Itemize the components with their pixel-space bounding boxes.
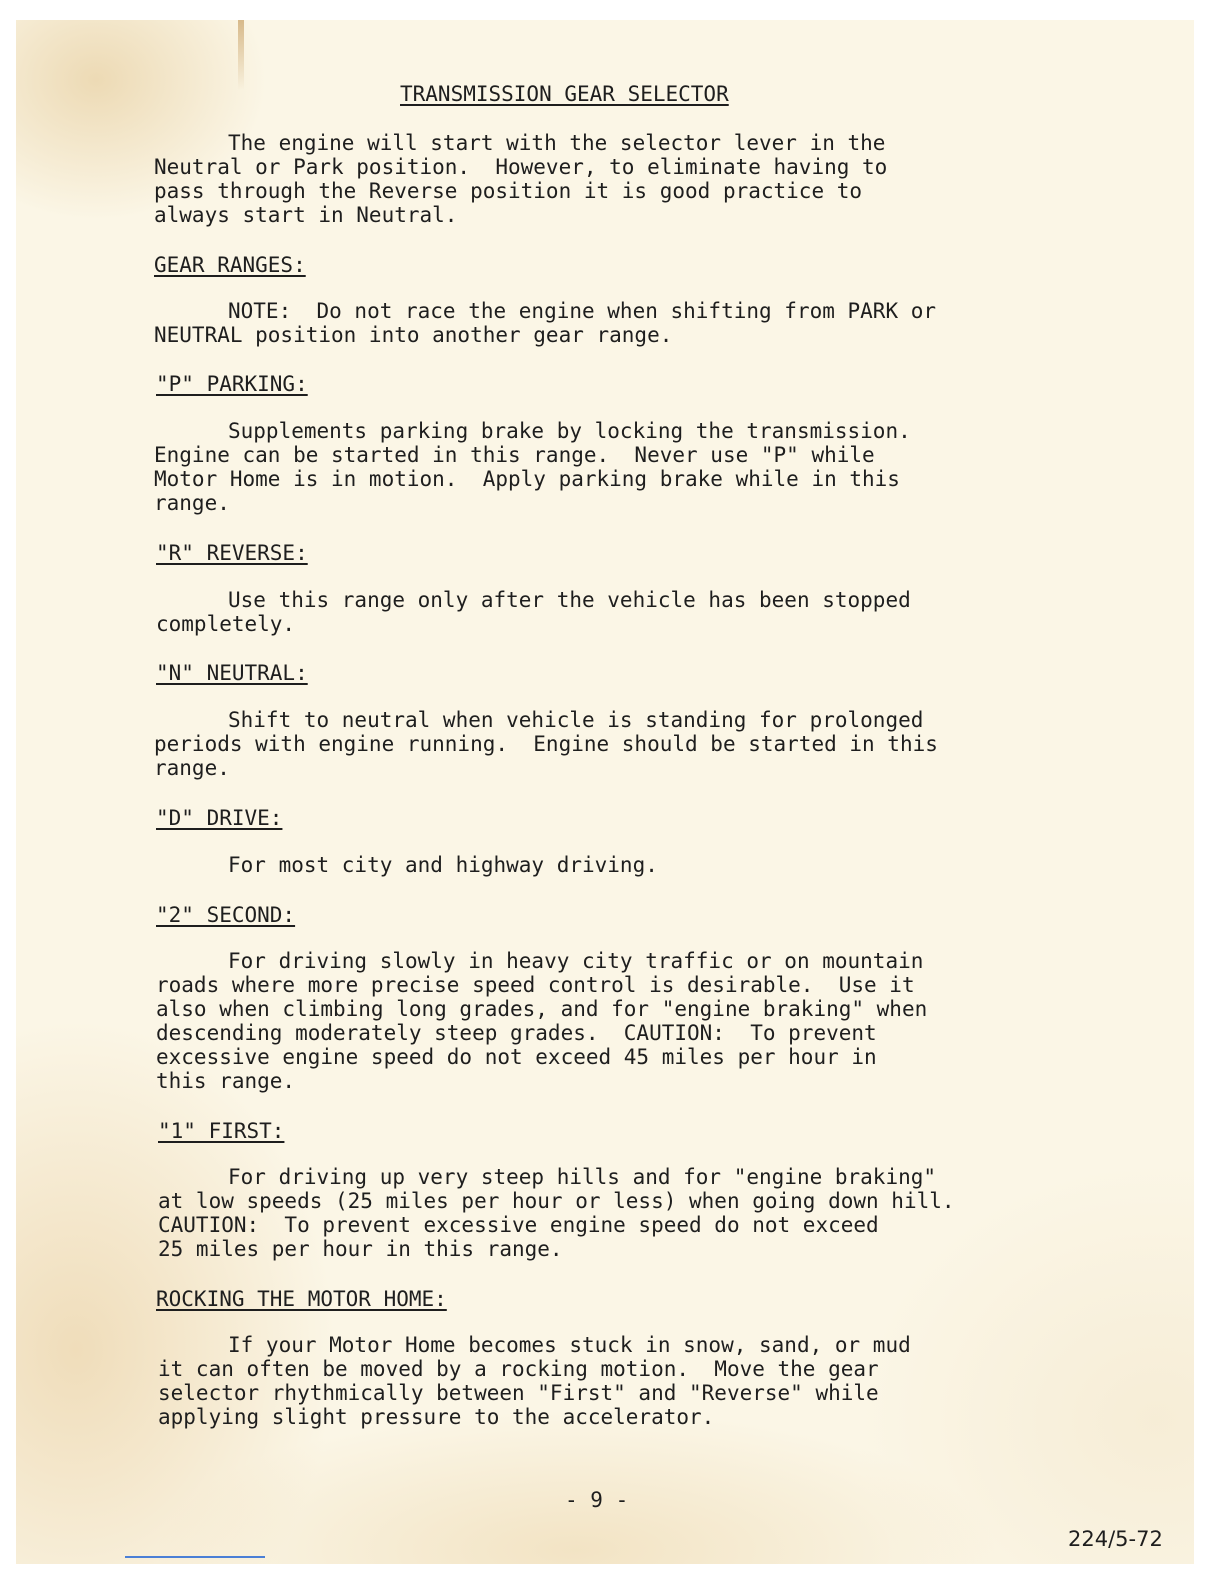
drive-heading: "D" DRIVE:	[156, 806, 283, 830]
intro-line: always start in Neutral.	[154, 203, 458, 227]
reverse-heading: "R" REVERSE:	[156, 541, 308, 565]
second-line: excessive engine speed do not exceed 45 miles per hour in	[156, 1045, 877, 1069]
parking-heading: "P" PARKING:	[156, 372, 308, 396]
second-heading: "2" SECOND:	[156, 903, 296, 927]
parking-line: range.	[154, 491, 230, 515]
drive-line: For most city and highway driving.	[228, 853, 658, 877]
first-line: CAUTION: To prevent excessive engine speed do not exceed	[158, 1213, 879, 1237]
rocking-line: it can often be moved by a rocking motion. Move the gear	[158, 1357, 879, 1381]
intro-line: pass through the Reverse position it is good practice to	[154, 179, 863, 203]
rocking-line: selector rhythmically between "First" and "Reverse" while	[158, 1381, 879, 1405]
second-line: For driving slowly in heavy city traffic or on mountain	[228, 949, 924, 973]
parking-line: Motor Home is in motion. Apply parking brake while in this	[154, 467, 900, 491]
document-code: 224/5-72	[1068, 1527, 1163, 1551]
note-line: NOTE: Do not race the engine when shifting from PARK or	[228, 299, 937, 323]
reverse-line: Use this range only after the vehicle has been stopped	[228, 588, 911, 612]
intro-line: The engine will start with the selector lever in the	[228, 131, 886, 155]
first-line: For driving up very steep hills and for "engine braking"	[228, 1165, 937, 1189]
neutral-line: periods with engine running. Engine should be started in this	[154, 732, 938, 756]
second-line: roads where more precise speed control is desirable. Use it	[156, 973, 915, 997]
neutral-heading: "N" NEUTRAL:	[156, 661, 308, 685]
note-line: NEUTRAL position into another gear range.	[154, 323, 673, 347]
second-line: also when climbing long grades, and for "engine braking" when	[156, 997, 928, 1021]
neutral-line: Shift to neutral when vehicle is standing for prolonged	[228, 708, 924, 732]
intro-line: Neutral or Park position. However, to eliminate having to	[154, 155, 888, 179]
first-line: 25 miles per hour in this range.	[158, 1237, 563, 1261]
reverse-line: completely.	[156, 612, 296, 636]
page-title: TRANSMISSION GEAR SELECTOR	[400, 82, 729, 106]
second-line: descending moderately steep grades. CAUTION: To prevent	[156, 1021, 877, 1045]
rocking-line: applying slight pressure to the accelerator.	[158, 1405, 715, 1429]
parking-line: Supplements parking brake by locking the transmission.	[228, 419, 911, 443]
page-number: - 9 -	[565, 1488, 629, 1512]
first-line: at low speeds (25 miles per hour or less) when going down hill.	[158, 1189, 955, 1213]
first-heading: "1" FIRST:	[158, 1119, 285, 1143]
gear-ranges-heading: GEAR RANGES:	[154, 253, 306, 277]
scan-edge-line	[125, 1556, 265, 1558]
neutral-line: range.	[154, 756, 230, 780]
second-line: this range.	[156, 1069, 296, 1093]
rocking-heading: ROCKING THE MOTOR HOME:	[156, 1287, 447, 1311]
parking-line: Engine can be started in this range. Never use "P" while	[154, 443, 875, 467]
rocking-line: If your Motor Home becomes stuck in snow, sand, or mud	[228, 1333, 911, 1357]
